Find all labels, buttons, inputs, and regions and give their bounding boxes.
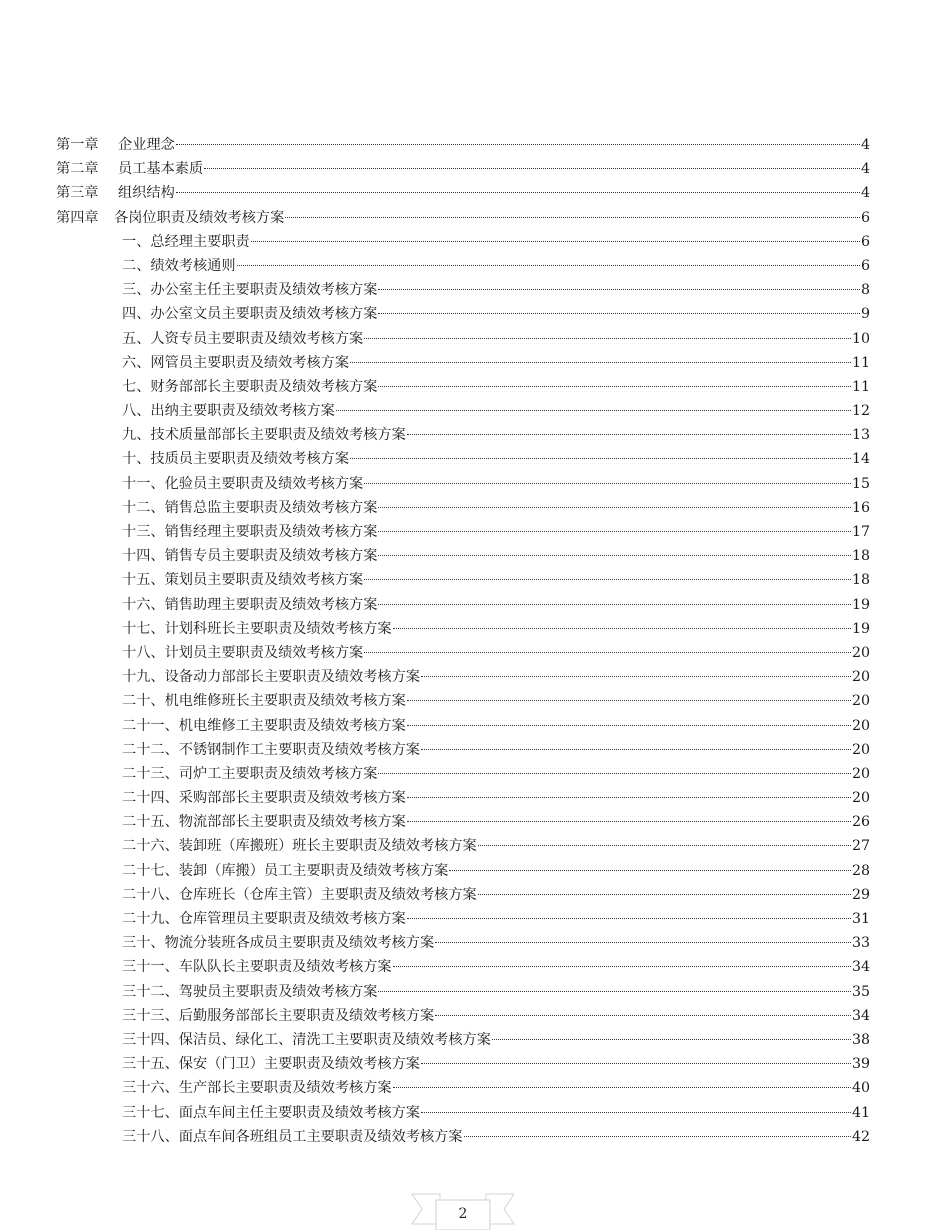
toc-section-entry[interactable] (56, 351, 870, 375)
toc-section-entry[interactable] (56, 1028, 870, 1052)
dot-leader (421, 749, 851, 750)
toc-entry-title: 十二、销售总监主要职责及绩效考核方案 (122, 499, 378, 516)
dot-leader (407, 725, 851, 726)
dot-leader (364, 652, 851, 653)
toc-page-number: 11 (851, 378, 870, 395)
toc-entry-title: 三十八、面点车间各班组员工主要职责及绩效考核方案 (122, 1128, 463, 1145)
page-number: 2 (458, 1206, 468, 1222)
toc-section-entry[interactable] (56, 786, 870, 810)
toc-entry-title (56, 206, 284, 230)
toc-page-number: 20 (851, 693, 870, 710)
toc-page-number: 19 (851, 596, 870, 613)
toc-entry-title: 六、网管员主要职责及绩效考核方案 (122, 354, 350, 371)
toc-section-entry[interactable] (56, 1052, 870, 1076)
toc-entry-title: 三十五、保安（门卫）主要职责及绩效考核方案 (122, 1056, 420, 1073)
toc-section-entry[interactable] (56, 665, 870, 689)
toc-section-entry[interactable] (56, 423, 870, 447)
dot-leader (251, 241, 860, 242)
toc-entry-title: 十九、设备动力部部长主要职责及绩效考核方案 (122, 669, 420, 686)
toc-page-number: 12 (851, 403, 870, 420)
dot-leader (378, 773, 851, 774)
toc-section-entry[interactable] (56, 375, 870, 399)
dot-leader (204, 168, 860, 169)
toc-entry-title: 二十三、司炉工主要职责及绩效考核方案 (122, 765, 378, 782)
toc-entry-title: 二十七、装卸（库搬）员工主要职责及绩效考核方案 (122, 862, 449, 879)
toc-page-number: 34 (851, 1007, 870, 1024)
dot-leader (378, 604, 851, 605)
dot-leader (407, 797, 851, 798)
toc-section-entry[interactable] (56, 254, 870, 278)
toc-section-entry[interactable] (56, 327, 870, 351)
chapter-number: 第四章 (56, 209, 99, 226)
toc-page-number: 20 (851, 765, 870, 782)
toc-page-number: 16 (851, 499, 870, 516)
toc-entry-title (56, 157, 203, 181)
toc-entry-title: 三十一、车队队长主要职责及绩效考核方案 (122, 959, 392, 976)
toc-page-number: 14 (851, 451, 870, 468)
toc-page-number: 38 (851, 1031, 870, 1048)
toc-section-entry[interactable] (56, 859, 870, 883)
dot-leader (350, 362, 851, 363)
toc-page-number: 20 (851, 741, 870, 758)
toc-section-entry[interactable] (56, 641, 870, 665)
toc-section-entry[interactable] (56, 544, 870, 568)
dot-leader (478, 894, 851, 895)
toc-page-number: 6 (860, 233, 870, 250)
toc-entry-title: 三十二、驾驶员主要职责及绩效考核方案 (122, 983, 378, 1000)
dot-leader (407, 918, 851, 919)
toc-entry-title: 八、出纳主要职责及绩效考核方案 (122, 403, 335, 420)
toc-page-number: 27 (851, 838, 870, 855)
toc-section-entry[interactable] (56, 931, 870, 955)
chapter-number: 第一章 (56, 137, 99, 153)
toc-entry-title: 二十六、装卸班（库搬班）班长主要职责及绩效考核方案 (122, 838, 477, 855)
toc-entry-title (56, 133, 175, 157)
toc-section-entry[interactable] (56, 399, 870, 423)
toc-page-number: 20 (851, 717, 870, 734)
toc-entry-title: 一、总经理主要职责 (122, 233, 250, 250)
toc-section-entry[interactable] (56, 738, 870, 762)
dot-leader (336, 410, 851, 411)
toc-page-number: 33 (851, 935, 870, 952)
dot-leader (176, 192, 860, 193)
toc-page-number: 15 (851, 475, 870, 492)
toc-entry-title: 三十、物流分装班各成员主要职责及绩效考核方案 (122, 935, 435, 952)
toc-entry-title: 五、人资专员主要职责及绩效考核方案 (122, 330, 364, 347)
toc-page-number: 4 (860, 185, 870, 202)
toc-entry-title: 二十八、仓库班长（仓库主管）主要职责及绩效考核方案 (122, 886, 477, 903)
toc-entry-title: 三、办公室主任主要职责及绩效考核方案 (122, 282, 378, 299)
dot-leader (393, 1087, 851, 1088)
toc-page-number: 6 (860, 257, 870, 274)
toc-entry-title: 十七、计划科班长主要职责及绩效考核方案 (122, 620, 392, 637)
toc-entry-title: 三十三、后勤服务部部长主要职责及绩效考核方案 (122, 1007, 435, 1024)
dot-leader (364, 483, 851, 484)
toc-section-entry[interactable] (56, 810, 870, 834)
toc-page-number: 35 (851, 983, 870, 1000)
toc-section-entry[interactable] (56, 1004, 870, 1028)
toc-chapter-entry[interactable] (56, 133, 870, 157)
toc-page-number: 11 (851, 354, 870, 371)
toc-section-entry[interactable] (56, 617, 870, 641)
toc-entry-title: 二十二、不锈钢制作工主要职责及绩效考核方案 (122, 741, 420, 758)
toc-section-entry[interactable] (56, 472, 870, 496)
toc-entry-title: 十、技质员主要职责及绩效考核方案 (122, 451, 350, 468)
dot-leader (421, 1112, 851, 1113)
toc-section-entry[interactable] (56, 520, 870, 544)
dot-leader (435, 942, 851, 943)
toc-page-number: 20 (851, 790, 870, 807)
toc-entry-title: 二十一、机电维修工主要职责及绩效考核方案 (122, 717, 406, 734)
dot-leader (492, 1039, 851, 1040)
toc-entry-title: 四、办公室文员主要职责及绩效考核方案 (122, 306, 378, 323)
toc-entry-title: 十三、销售经理主要职责及绩效考核方案 (122, 524, 378, 540)
chapter-number: 第三章 (56, 185, 99, 202)
toc-page-number: 34 (851, 959, 870, 976)
dot-leader (378, 531, 851, 532)
toc-section-entry[interactable] (56, 834, 870, 858)
toc-entry-title: 十一、化验员主要职责及绩效考核方案 (122, 475, 364, 492)
toc-entry-title: 二十、机电维修班长主要职责及绩效考核方案 (122, 693, 406, 710)
toc-entry-title: 三十四、保洁员、绿化工、清洗工主要职责及绩效考核方案 (122, 1031, 491, 1048)
toc-page-number: 13 (851, 427, 870, 444)
toc-section-entry[interactable] (56, 1076, 870, 1100)
toc-section-entry[interactable] (56, 230, 870, 254)
dot-leader (364, 579, 851, 580)
toc-page-number: 19 (851, 620, 870, 637)
dot-leader (407, 700, 851, 701)
toc-section-entry[interactable] (56, 447, 870, 471)
dot-leader (378, 289, 860, 290)
toc-section-entry[interactable] (56, 762, 870, 786)
dot-leader (378, 386, 851, 387)
toc-section-entry[interactable] (56, 689, 870, 713)
dot-leader (464, 1136, 851, 1137)
toc-page-number: 40 (851, 1080, 870, 1097)
dot-leader (364, 338, 851, 339)
toc-page-number: 41 (851, 1104, 870, 1121)
toc-entry-title: 十八、计划员主要职责及绩效考核方案 (122, 644, 364, 661)
dot-leader (421, 1063, 851, 1064)
dot-leader (393, 628, 851, 629)
chapter-title: 组织结构 (118, 185, 175, 202)
toc-section-entry[interactable] (56, 593, 870, 617)
toc-entry-title: 二、绩效考核通则 (122, 257, 236, 274)
toc-entry-title: 三十六、生产部长主要职责及绩效考核方案 (122, 1080, 392, 1097)
toc-chapter-entry[interactable] (56, 181, 870, 205)
dot-leader (407, 434, 851, 435)
chapter-title: 各岗位职责及绩效考核方案 (114, 209, 285, 226)
toc-entry-title: 十四、销售专员主要职责及绩效考核方案 (122, 548, 378, 565)
toc-page-number: 17 (851, 524, 870, 540)
dot-leader (378, 313, 860, 314)
toc-section-entry[interactable] (56, 568, 870, 592)
toc-entry-title (56, 181, 175, 205)
page-footer (410, 1188, 516, 1230)
toc-section-list (56, 230, 870, 1149)
dot-leader (478, 845, 851, 846)
dot-leader (378, 991, 851, 992)
toc-entry-title: 二十五、物流部部长主要职责及绩效考核方案 (122, 814, 406, 831)
toc-page-number: 26 (851, 814, 870, 831)
toc-entry-title: 二十四、采购部部长主要职责及绩效考核方案 (122, 790, 406, 807)
toc-section-entry[interactable] (56, 907, 870, 931)
toc-entry-title: 十五、策划员主要职责及绩效考核方案 (122, 572, 364, 589)
dot-leader (407, 821, 851, 822)
toc-page-number: 29 (851, 886, 870, 903)
toc-section-entry[interactable] (56, 883, 870, 907)
toc-page-number: 10 (851, 330, 870, 347)
dot-leader (378, 555, 851, 556)
dot-leader (378, 507, 851, 508)
dot-leader (237, 265, 860, 266)
toc-page-number: 20 (851, 644, 870, 661)
toc-page-number: 4 (860, 161, 870, 178)
table-of-contents (56, 133, 870, 1149)
dot-leader (393, 966, 851, 967)
toc-entry-title: 九、技术质量部部长主要职责及绩效考核方案 (122, 427, 406, 444)
toc-page-number: 9 (860, 306, 870, 323)
toc-section-entry[interactable] (56, 496, 870, 520)
toc-entry-title: 七、财务部部长主要职责及绩效考核方案 (122, 378, 378, 395)
toc-page-number: 8 (860, 282, 870, 299)
dot-leader (350, 458, 851, 459)
toc-page-number: 20 (851, 669, 870, 686)
toc-page-number: 4 (860, 137, 870, 153)
dot-leader (435, 1015, 851, 1016)
toc-page-number: 39 (851, 1056, 870, 1073)
toc-page-number: 18 (851, 548, 870, 565)
chapter-title: 员工基本素质 (118, 161, 204, 178)
toc-section-entry[interactable] (56, 955, 870, 979)
toc-chapter-entry[interactable] (56, 157, 870, 181)
toc-page-number: 28 (851, 862, 870, 879)
dot-leader (176, 144, 860, 145)
toc-section-entry[interactable] (56, 1101, 870, 1125)
chapter-number: 第二章 (56, 161, 99, 178)
dot-leader (421, 676, 851, 677)
toc-section-entry[interactable] (56, 278, 870, 302)
toc-entry-title: 十六、销售助理主要职责及绩效考核方案 (122, 596, 378, 613)
dot-leader (285, 217, 860, 218)
toc-page-number: 31 (851, 911, 870, 927)
toc-page-number: 6 (860, 209, 870, 226)
toc-section-entry[interactable] (56, 980, 870, 1004)
toc-page-number: 18 (851, 572, 870, 589)
toc-page-number: 42 (851, 1128, 870, 1145)
chapter-title: 企业理念 (118, 137, 175, 153)
toc-entry-title: 二十九、仓库管理员主要职责及绩效考核方案 (122, 911, 406, 927)
toc-section-entry[interactable] (56, 302, 870, 326)
toc-entry-title: 三十七、面点车间主任主要职责及绩效考核方案 (122, 1104, 420, 1121)
dot-leader (449, 870, 851, 871)
toc-chapter-entry[interactable] (56, 206, 870, 230)
toc-section-entry[interactable] (56, 1125, 870, 1149)
toc-section-entry[interactable] (56, 714, 870, 738)
